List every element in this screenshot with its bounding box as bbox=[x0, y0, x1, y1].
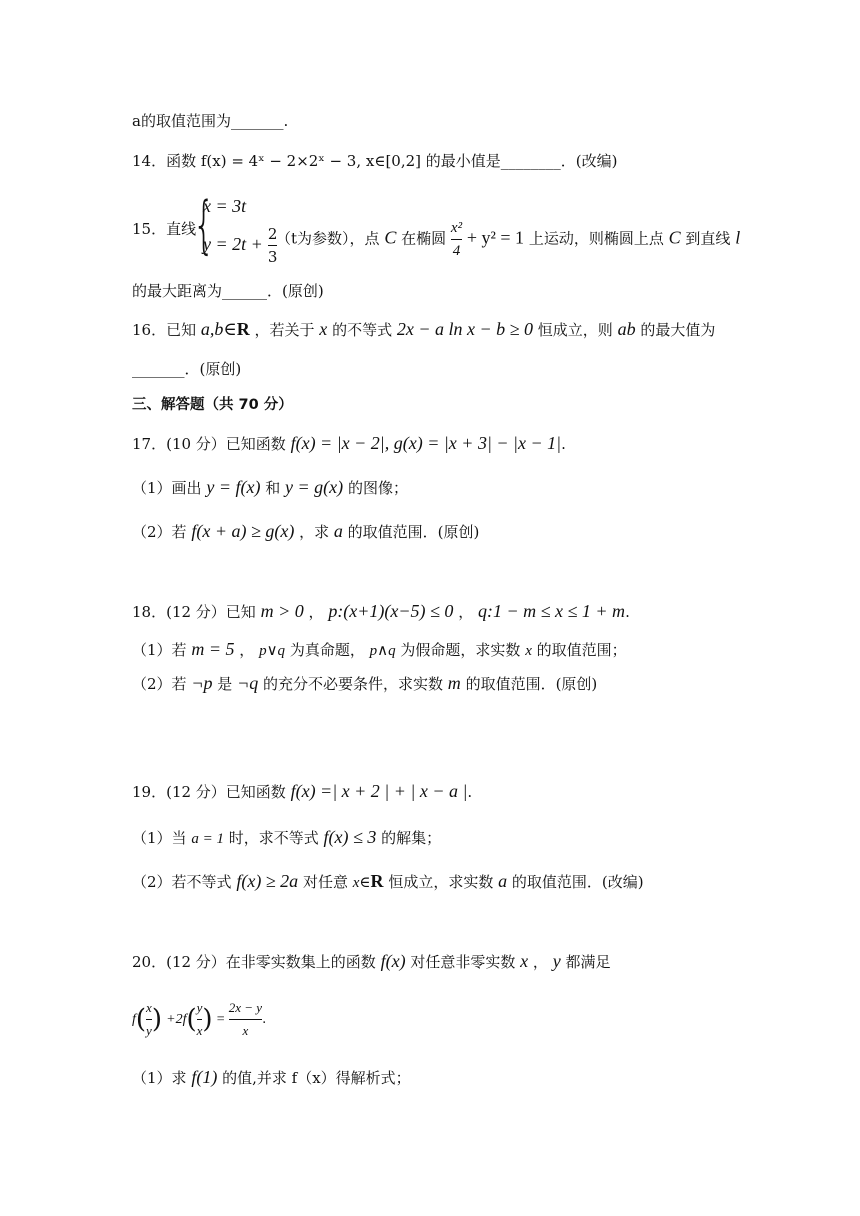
question-19-2 bbox=[132, 870, 644, 894]
question-19 bbox=[132, 780, 472, 803]
q16-text-d: 恒成立，则 bbox=[537, 321, 613, 339]
q19-2-text-a: （2）若不等式 bbox=[132, 873, 232, 891]
q18-m: m > 0 bbox=[260, 601, 304, 621]
q16-text-c: 的不等式 bbox=[332, 321, 393, 339]
q17-2-text-b: ，求 bbox=[299, 523, 330, 541]
q18-1-text-b: ， bbox=[239, 641, 255, 659]
real-set-R: R bbox=[236, 319, 250, 339]
q18-q: q:1 − m ≤ x ≤ 1 + m bbox=[478, 601, 626, 621]
q17-1-g: y = g(x) bbox=[285, 477, 344, 497]
q20-text-d: 都满足 bbox=[565, 953, 611, 971]
q20-text-c: ， bbox=[532, 953, 548, 971]
q18-2-text-a: （2）若 bbox=[132, 675, 187, 693]
frac-num: x bbox=[146, 1000, 152, 1015]
q16-ab-product: ab bbox=[617, 319, 636, 339]
q20-text-a: 20．(12 分）在非零实数集上的函数 bbox=[132, 953, 376, 971]
question-14 bbox=[132, 150, 617, 172]
eq-equals: = bbox=[216, 1012, 225, 1027]
q20-1-f1: f(1) bbox=[191, 1067, 218, 1087]
q16-ab: a,b∈ bbox=[200, 319, 237, 339]
q18-p: p:(x+1)(x−5) ≤ 0 bbox=[328, 601, 454, 621]
frac-num: 2 bbox=[267, 225, 278, 243]
ellipse-rest: + y² = 1 bbox=[466, 227, 525, 248]
q18-1-text-a: （1）若 bbox=[132, 641, 187, 659]
q15-text-2: 在椭圆 bbox=[401, 229, 447, 248]
q13-tail-text: a的取值范围为_______. bbox=[132, 112, 289, 130]
frac-den: y bbox=[146, 1023, 152, 1038]
q15-label: 15．直线 bbox=[132, 220, 197, 238]
system-eq-2 bbox=[203, 224, 277, 267]
q20-x: x bbox=[520, 951, 529, 971]
question-18 bbox=[132, 600, 630, 623]
q18-text-c: ， bbox=[458, 603, 474, 621]
q19-2-a: a bbox=[498, 871, 508, 891]
q19-1-text-a: （1）当 bbox=[132, 829, 187, 847]
ellipse-fraction bbox=[451, 218, 462, 261]
question-20 bbox=[132, 950, 611, 973]
frac-den: x bbox=[196, 1023, 203, 1038]
q20-text-b: 对任意非零实数 bbox=[410, 953, 516, 971]
q19-2-text-b: 对任意 bbox=[302, 873, 348, 891]
q17-1-f: y = f(x) bbox=[206, 477, 261, 497]
q19-function: f(x) =| x + 2 | + | x − a | bbox=[290, 781, 468, 801]
q19-text-a: 19．(12 分）已知函数 bbox=[132, 783, 286, 801]
q19-2-text-d: 的取值范围．(改编) bbox=[511, 873, 644, 891]
q16-text-b: ，若关于 bbox=[254, 321, 315, 339]
q17-1-text-c: 的图像； bbox=[347, 479, 408, 497]
question-18-1 bbox=[132, 638, 627, 662]
question-18-2 bbox=[132, 672, 597, 695]
q18-2-not-q: ¬q bbox=[237, 673, 259, 693]
q18-2-m: m bbox=[447, 673, 461, 693]
q18-1-text-e: 的取值范围； bbox=[536, 641, 627, 659]
q18-1-x: x bbox=[525, 643, 532, 659]
q20-y: y bbox=[552, 951, 561, 971]
q17-2-a: a bbox=[333, 521, 343, 541]
question-15-body bbox=[276, 218, 740, 261]
question-15-head bbox=[132, 218, 196, 240]
frac-num: y bbox=[196, 1000, 203, 1015]
q15-tail: 的最大距离为______．(原创) bbox=[132, 282, 324, 300]
question-15-tail bbox=[132, 280, 324, 302]
q20-1-text-a: （1）求 bbox=[132, 1069, 187, 1087]
q16-text-a: 16．已知 bbox=[132, 321, 197, 339]
line-l: l bbox=[735, 227, 741, 248]
frac-den: x bbox=[242, 1023, 249, 1038]
q18-end: . bbox=[625, 603, 630, 621]
q17-end: . bbox=[561, 435, 566, 453]
point-c: C bbox=[384, 227, 397, 248]
q20-f: f(x) bbox=[380, 951, 406, 971]
q15-text-3: 上运动，则椭圆上点 bbox=[528, 229, 664, 248]
q17-text: 17．(10 分）已知函数 bbox=[132, 435, 286, 453]
question-17-1 bbox=[132, 476, 408, 499]
q17-1-text-a: （1）画出 bbox=[132, 479, 202, 497]
q18-1-p-or-q: p∨q bbox=[259, 643, 286, 659]
section-3-title: 三、解答题（共 70 分） bbox=[132, 397, 293, 413]
q19-2-inequality: f(x) ≥ 2a bbox=[236, 871, 299, 891]
question-17 bbox=[132, 432, 566, 455]
point-c: C bbox=[668, 227, 681, 248]
q19-2-text-c: 恒成立，求实数 bbox=[388, 873, 494, 891]
frac-num: x² bbox=[450, 220, 463, 236]
q19-1-text-b: 时，求不等式 bbox=[228, 829, 319, 847]
q18-2-text-d: 的取值范围．(原创) bbox=[465, 675, 598, 693]
q18-text-a: 18．(12 分）已知 bbox=[132, 603, 256, 621]
q19-2-x-in: x∈ bbox=[352, 875, 371, 891]
eq-f: f bbox=[132, 1012, 136, 1027]
q18-1-text-d: 为假命题，求实数 bbox=[400, 641, 521, 659]
frac-bar bbox=[451, 239, 462, 240]
fraction-rhs bbox=[229, 998, 262, 1041]
question-16-tail bbox=[132, 358, 241, 380]
q16-x: x bbox=[319, 319, 328, 339]
q15-text-1: （t为参数），点 bbox=[276, 229, 380, 248]
q17-functions: f(x) = |x − 2|, g(x) = |x + 3| − |x − 1| bbox=[290, 433, 562, 453]
q17-2-text-a: （2）若 bbox=[132, 523, 187, 541]
q20-1-text-b: 的值,并求 f（x）得解析式； bbox=[222, 1069, 411, 1087]
q13-tail bbox=[132, 110, 288, 132]
system-eq-1: x = 3t bbox=[203, 196, 247, 216]
q17-2-inequality: f(x + a) ≥ g(x) bbox=[191, 521, 295, 541]
system-eq-2-left: y = 2t + bbox=[203, 234, 263, 254]
eq-plus-2f: +2f bbox=[166, 1012, 187, 1027]
brace-icon: { bbox=[193, 188, 215, 261]
question-16 bbox=[132, 318, 715, 341]
q18-text-b: ， bbox=[308, 603, 324, 621]
q19-end: . bbox=[467, 783, 473, 801]
q16-text-e: 的最大值为 bbox=[640, 321, 716, 339]
eq-end: . bbox=[262, 1012, 267, 1027]
q18-1-m: m = 5 bbox=[191, 639, 235, 659]
q14-text: 14．函数 f(x) = 4ˣ − 2×2ˣ − 3, x∈[0,2] 的最小值是________．(改编) bbox=[132, 152, 618, 170]
q18-2-not-p: ¬p bbox=[191, 673, 213, 693]
question-19-1 bbox=[132, 826, 441, 850]
frac-num: 2x − y bbox=[228, 1000, 263, 1015]
frac-bar bbox=[229, 1019, 262, 1020]
section-3-heading bbox=[132, 394, 293, 416]
q18-2-text-c: 的充分不必要条件，求实数 bbox=[263, 675, 444, 693]
q19-1-text-c: 的解集； bbox=[381, 829, 442, 847]
q15-text-4: 到直线 bbox=[685, 229, 731, 248]
q19-1-inequality: f(x) ≤ 3 bbox=[323, 827, 377, 847]
q18-2-text-b: 是 bbox=[217, 675, 233, 693]
q16-tail: _______．(原创) bbox=[132, 360, 242, 378]
q20-functional-equation: f( $\frac{x}{y}$ ) +2f( $\frac{y}{x}$ ) = $\frac{2x - y}{x}$ . bbox=[132, 998, 266, 1041]
q18-1-text-c: 为真命题， bbox=[289, 641, 365, 659]
frac-den: 4 bbox=[452, 243, 461, 259]
frac-den: 3 bbox=[267, 248, 278, 266]
q17-2-text-c: 的取值范围．(原创) bbox=[347, 523, 480, 541]
real-set-R: R bbox=[370, 871, 384, 891]
q18-1-p-and-q: p∧q bbox=[369, 643, 396, 659]
q19-1-a-equals-1: a = 1 bbox=[191, 831, 224, 847]
q16-inequality: 2x − a ln x − b ≥ 0 bbox=[396, 319, 534, 339]
q17-1-text-b: 和 bbox=[265, 479, 281, 497]
question-17-2 bbox=[132, 520, 479, 543]
question-20-1 bbox=[132, 1066, 411, 1089]
